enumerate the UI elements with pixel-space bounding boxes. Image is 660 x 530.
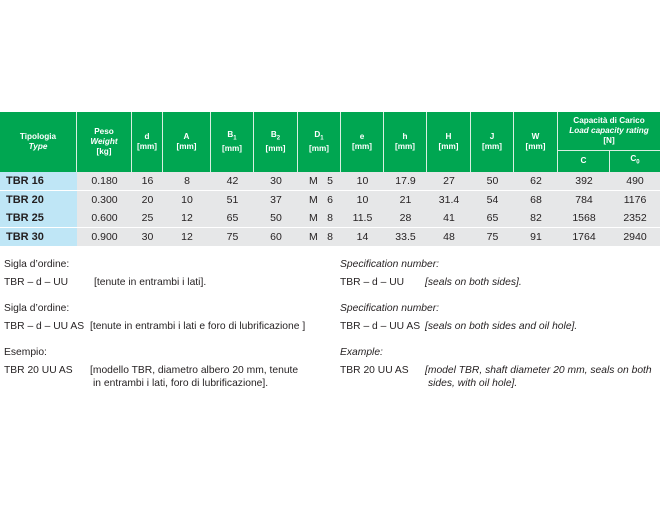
cell-j: 75 [486, 230, 499, 243]
header-d: d [mm] [132, 112, 163, 172]
header-w: W [mm] [514, 112, 558, 172]
cell-type: TBR 20 [0, 191, 77, 209]
cell-b2: 30 [270, 175, 282, 187]
cell-w: 68 [530, 193, 542, 206]
note-it-code-2: TBR – d – UU AS [4, 321, 85, 332]
note-en-desc-3b: sides, with oil hole]. [428, 378, 518, 389]
note-en-code-2: TBR – d – UU AS [340, 321, 421, 332]
cell-c0: 490 [626, 175, 644, 187]
cell-w: 91 [530, 230, 542, 243]
cell-h: 33.5 [395, 230, 416, 243]
cell-a: 8 [184, 175, 190, 187]
header-c0: $C_0$ [610, 150, 660, 172]
note-it-title-1: Sigla d’ordine: [4, 259, 70, 270]
cell-h: 31.4 [438, 193, 460, 206]
cell-h: 17.9 [395, 175, 416, 187]
cell-d: 16 [141, 175, 154, 187]
note-en-title-3: Example: [340, 347, 383, 358]
cell-b1: 75 [226, 230, 239, 243]
note-en-desc-3a: [model TBR, shaft diameter 20 mm, seals on both [425, 365, 652, 376]
cell-a: 10 [181, 193, 193, 206]
cell-c: 1764 [572, 230, 596, 243]
header-H: H [mm] [427, 112, 471, 172]
note-it-title-3: Esempio: [4, 347, 47, 358]
cell-type: TBR 16 [0, 172, 77, 190]
cell-e: 10 [356, 193, 369, 206]
cell-b2: 60 [270, 230, 282, 243]
cell-w: 62 [530, 175, 542, 187]
cell-d1: M 8 [309, 230, 333, 243]
cell-type: TBR 25 [0, 209, 77, 227]
note-it-code-1: TBR – d – UU [4, 277, 69, 288]
header-a: A [mm] [163, 112, 211, 172]
cell-type: TBR 30 [0, 228, 77, 246]
note-it-title-2: Sigla d’ordine: [4, 303, 70, 314]
cell-weight: 0.300 [91, 193, 118, 206]
cell-d: 20 [141, 193, 154, 206]
cell-e: 14 [356, 230, 369, 243]
note-it-desc-3a: [modello TBR, diametro albero 20 mm, tenute [90, 365, 299, 376]
cell-a: 12 [181, 212, 193, 224]
header-h: h [mm] [384, 112, 427, 172]
note-en-title-1: Specification number: [340, 259, 440, 270]
cell-c0: 2940 [623, 230, 647, 243]
cell-j: 54 [486, 193, 499, 206]
cell-h: 27 [443, 175, 455, 187]
cell-b1: 42 [226, 175, 239, 187]
note-it-desc-2: [tenute in entrambi i lati e foro di lubrificazione ] [90, 321, 306, 332]
cell-c0: 1176 [623, 193, 647, 206]
cell-b2: 50 [270, 212, 282, 224]
cell-b1: 51 [226, 193, 239, 206]
cell-d1: M 6 [309, 193, 333, 206]
note-en-title-2: Specification number: [340, 303, 440, 314]
cell-d: 25 [141, 212, 154, 224]
cell-weight: 0.900 [91, 230, 118, 243]
header-d1: $D_1$ [mm] [298, 112, 341, 172]
cell-c: 784 [575, 193, 593, 206]
cell-h: 41 [443, 212, 455, 224]
header-type: Tipologia Type [0, 112, 77, 172]
header-c: C [558, 150, 610, 172]
cell-e: 11.5 [352, 212, 373, 224]
cell-c0: 2352 [623, 212, 647, 224]
cell-c: 1568 [572, 212, 596, 224]
cell-j: 50 [486, 175, 499, 187]
note-en-code-1: TBR – d – UU [340, 277, 405, 288]
note-en-desc-2: [seals on both sides and oil hole]. [425, 321, 578, 332]
note-en-code-3: TBR 20 UU AS [340, 365, 409, 376]
cell-e: 10 [356, 175, 369, 187]
cell-w: 82 [530, 212, 542, 224]
cell-weight: 0.180 [91, 175, 118, 187]
cell-j: 65 [486, 212, 499, 224]
header-load-capacity: Capacità di Carico Load capacity rating [N] [558, 112, 660, 150]
cell-b2: 37 [270, 193, 282, 206]
header-weight: Peso Weight [kg] [77, 112, 132, 172]
cell-c: 392 [575, 175, 593, 187]
cell-d: 30 [141, 230, 154, 243]
note-en-desc-1: [seals on both sides]. [425, 277, 522, 288]
note-it-desc-1: [tenute in entrambi i lati]. [94, 277, 207, 288]
header-b1: $B_1$ [mm] [211, 112, 254, 172]
cell-d1: M 8 [309, 212, 333, 224]
cell-a: 12 [181, 230, 193, 243]
cell-h: 48 [443, 230, 455, 243]
note-it-desc-3b: in entrambi i lati, foro di lubrificazione]. [93, 378, 269, 389]
cell-h: 21 [399, 193, 412, 206]
cell-d1: M 5 [309, 175, 333, 187]
header-j: J [mm] [471, 112, 514, 172]
note-it-code-3: TBR 20 UU AS [4, 365, 73, 376]
cell-b1: 65 [226, 212, 239, 224]
cell-h: 28 [399, 212, 412, 224]
header-b2: $B_2$ [mm] [254, 112, 298, 172]
header-e: e [mm] [341, 112, 384, 172]
cell-weight: 0.600 [91, 212, 118, 224]
